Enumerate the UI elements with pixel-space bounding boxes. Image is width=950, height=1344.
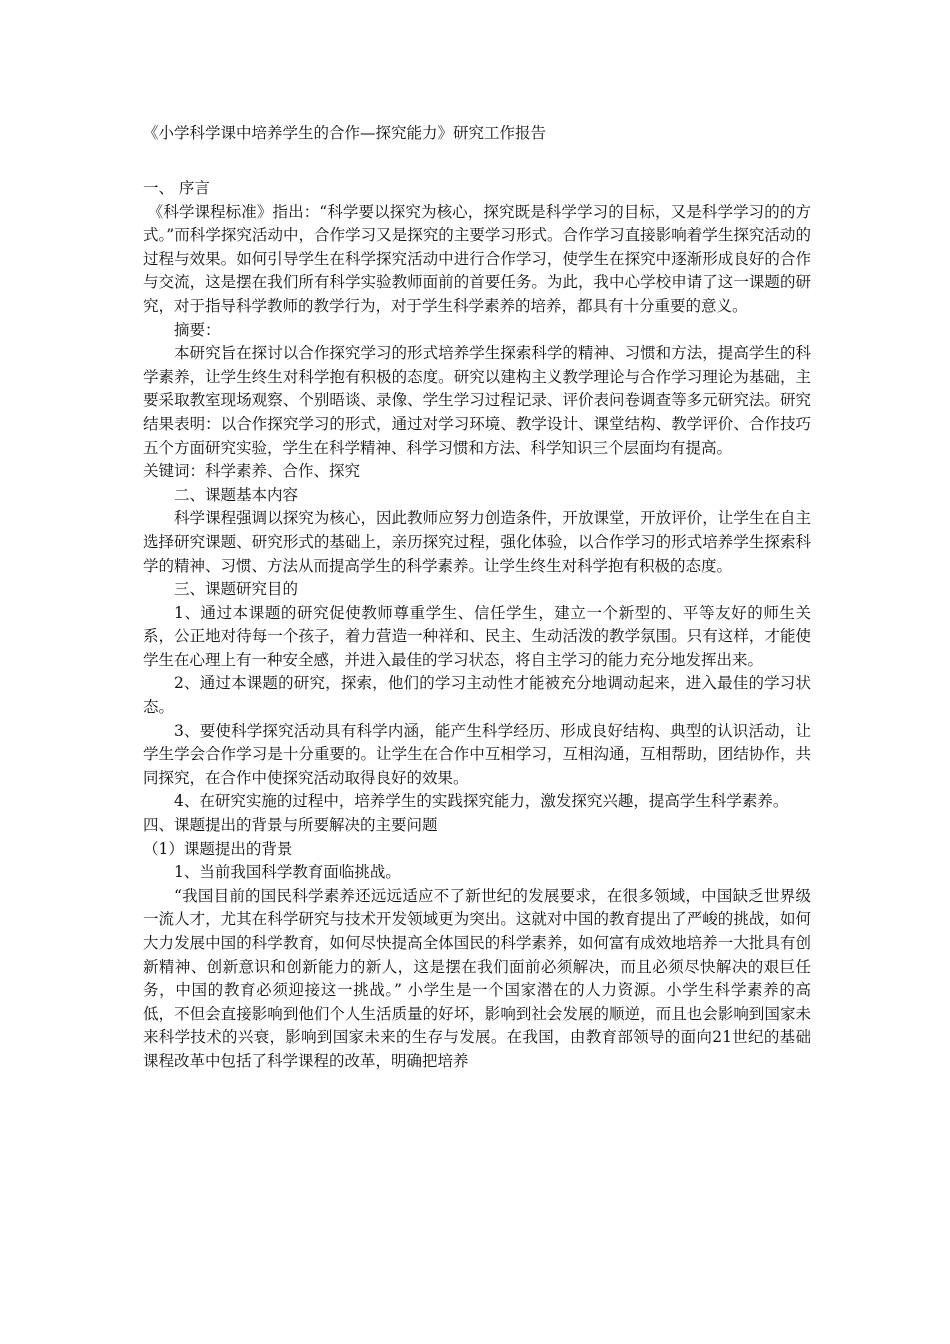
paragraph: 科学课程强调以探究为核心，因此教师应努力创造条件，开放课堂，开放评价，让学生在自主选择研究课题、研究形式的基础上，亲历探究过程，强化体验，以合作学习的形式培养学生探索科学的精神、习惯、方法从而提高学生的科学素养。让学生终生对科学抱有积极的态度。	[143, 509, 811, 575]
paragraph: 2、通过本课题的研究，探索，他们的学习主动性才能被充分地调动起来，进入最佳的学习状态。	[143, 674, 811, 717]
paragraph: 二、课题基本内容	[174, 485, 299, 504]
paragraph: 关键词：科学素养、合作、探究	[143, 462, 361, 481]
paragraph: 1、当前我国科学教育面临挑战。	[174, 863, 401, 882]
paragraph: “我国目前的国民科学素养还远远适应不了新世纪的发展要求，在很多领域，中国缺乏世界级一流人才，尤其在科学研究与技术开发领域更为突出。这就对中国的教育提出了严峻的挑战，如何大力发展中国的科学教育，如何尽快提高全体国民的科学素养，如何富有成效地培养一大批具有创新精神、创新意识和创新能力的新人，这是摆在我们面前必须解决，而且必须尽快解决的艰巨任务，中国的教育必须迎接这一挑战。” 小学生是一个国家潜在的人力资源。小学生科学素养的高低，不但会直接影响到他们个人生活质量的好坏，影响到社会发展的顺逆，而且也会影响到国家未来科学技术的兴衰，影响到国家未来的生存与发展。在我国，由教育部领导的面向21世纪的基础课程改革中包括了科学课程的改革，明确把培养	[143, 886, 811, 1070]
paragraph: 一、 序言	[143, 179, 210, 197]
paragraph: 本研究旨在探讨以合作探究学习的形式培养学生探索科学的精神、习惯和方法，提高学生的科学素养，让学生终生对科学抱有积极的态度。研究以建构主义教学理论与合作学习理论为基础，主要采取教室现场观察、个别晤谈、录像、学生学习过程记录、评价表问卷调查等多元研究法。研究结果表明：以合作探究学习的形式，通过对学习环境、教学设计、课堂结构、教学评价、合作技巧五个方面研究实验，学生在科学精神、科学习惯和方法、科学知识三个层面均有提高。	[143, 344, 811, 457]
paragraph: 三、课题研究目的	[174, 580, 299, 599]
document-title: 《小学科学课中培养学生的合作—探究能力》研究工作报告	[143, 124, 547, 142]
paragraph: 3、要使科学探究活动具有科学内涵，能产生科学经历、形成良好结构、典型的认识活动，让学生学会合作学习是十分重要的。让学生在合作中互相学习，互相沟通，互相帮助，团结协作，共同探究，在合作中使探究活动取得良好的效果。	[143, 721, 811, 787]
paragraph: 1、通过本课题的研究促使教师尊重学生、信任学生，建立一个新型的、平等友好的师生关系，公正地对待每一个孩子，着力营造一种祥和、民主、生动活泼的教学氛围。只有这样，才能使学生在心理上有一种安全感，并进入最佳的学习状态，将自主学习的能力充分地发挥出来。	[143, 603, 811, 669]
document-body	[143, 177, 811, 1074]
paragraph: 四、课题提出的背景与所要解决的主要问题	[143, 816, 438, 835]
document-page	[143, 122, 811, 1074]
paragraph: 摘要：	[174, 320, 221, 339]
paragraph: 《科学课程标准》指出：“科学要以探究为核心，探究既是科学学习的目标，又是科学学习的的方式。”而科学探究活动中，合作学习又是探究的主要学习形式。合作学习直接影响着学生探究活动的过程与效果。如何引导学生在科学探究活动中进行合作学习，使学生在探究中逐渐形成良好的合作与交流，这是摆在我们所有科学实验教师面前的首要任务。为此，我中心学校申请了这一课题的研究，对于指导科学教师的教学行为，对于学生科学素养的培养，都具有十分重要的意义。	[143, 202, 811, 315]
paragraph: 4、在研究实施的过程中，培养学生的实践探究能力，激发探究兴趣，提高学生科学素养。	[174, 792, 789, 811]
paragraph: （1）课题提出的背景	[143, 839, 293, 858]
